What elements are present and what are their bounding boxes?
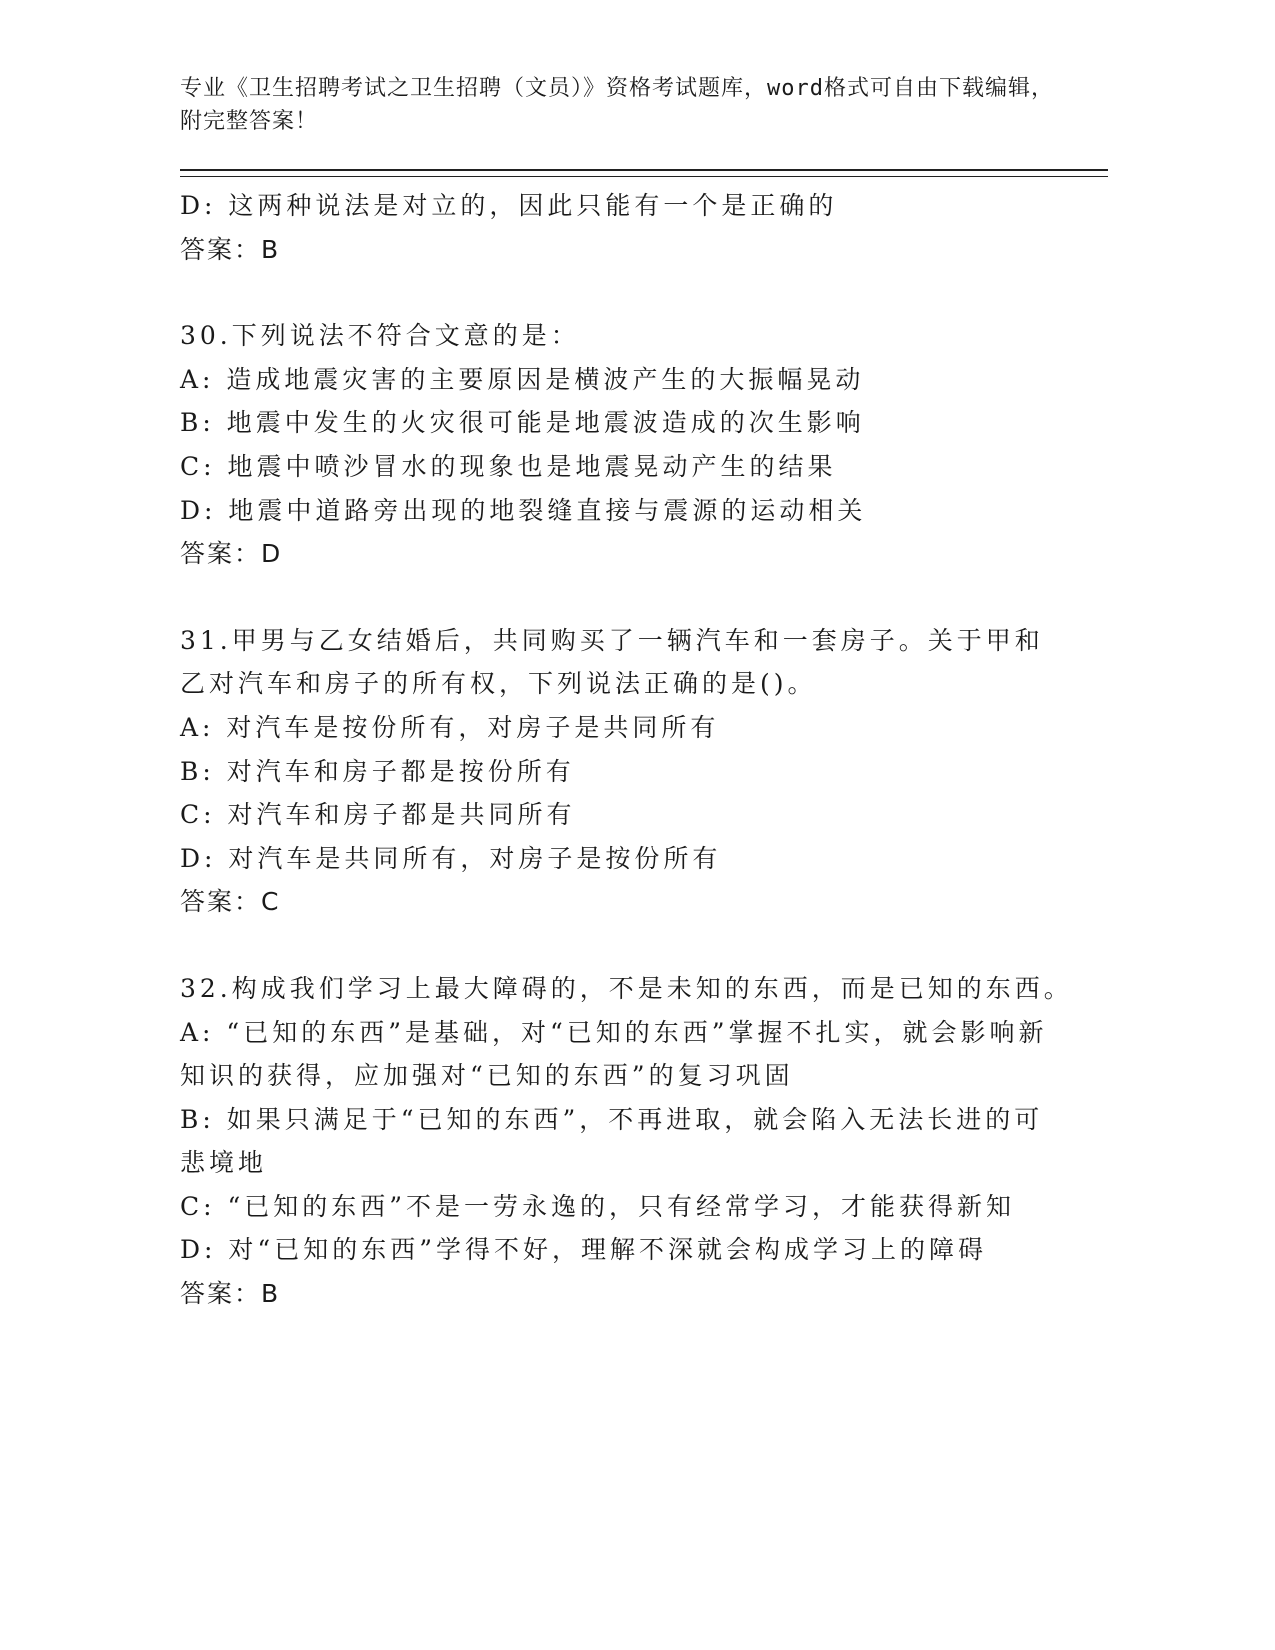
answer-line: 答案：D: [180, 539, 283, 569]
answer-line: 答案：B: [180, 234, 281, 264]
page-header: 专业《卫生招聘考试之卫生招聘（文员）》资格考试题库，word格式可自由下载编辑，附完整答案！: [180, 76, 1054, 134]
spacer: [180, 271, 1060, 314]
question-32: [180, 967, 1073, 1316]
option-a: A: “已知的东西”是基础，对“已知的东西”掌握不扎实，就会影响新知识的获得，应加强对“已知的东西”的复习巩固: [180, 1017, 1048, 1091]
option-b: B: 如果只满足于“已知的东西”，不再进取，就会陷入无法长进的可悲境地: [180, 1104, 1044, 1178]
option-c: C: “已知的东西”不是一劳永逸的，只有经常学习，才能获得新知: [180, 1191, 1016, 1221]
option-d: D: 地震中道路旁出现的地裂缝直接与震源的运动相关: [180, 495, 867, 525]
option-d: D: 对“已知的东西”学得不好，理解不深就会构成学习上的障碍: [180, 1235, 987, 1265]
option-b: B: 对汽车和房子都是按份所有: [180, 756, 575, 786]
spacer: [180, 924, 1060, 967]
option-a: A: 造成地震灾害的主要原因是横波产生的大振幅晃动: [180, 364, 865, 394]
header-divider-thin: [180, 176, 1108, 177]
option-b: B: 地震中发生的火灾很可能是地震波造成的次生影响: [180, 408, 865, 438]
answer-line: 答案：B: [180, 1279, 281, 1309]
header-divider-thick: [180, 169, 1108, 171]
question-stem: 30.下列说法不符合文意的是：: [180, 321, 580, 351]
question-30: [180, 314, 1060, 576]
option-c: C: 对汽车和房子都是共同所有: [180, 800, 576, 830]
question-content: [180, 184, 1073, 1316]
question-stem: 32.构成我们学习上最大障碍的，不是未知的东西，而是已知的东西。: [180, 973, 1073, 1003]
spacer: [180, 576, 1060, 619]
option-d: D: 对汽车是共同所有，对房子是按份所有: [180, 843, 722, 873]
option-d: D: 这两种说法是对立的，因此只能有一个是正确的: [180, 191, 838, 220]
option-c: C: 地震中喷沙冒水的现象也是地震晃动产生的结果: [180, 451, 837, 481]
answer-line: 答案：C: [180, 887, 281, 917]
option-a: A: 对汽车是按份所有，对房子是共同所有: [180, 712, 720, 742]
question-stem: 31.甲男与乙女结婚后，共同购买了一辆汽车和一套房子。关于甲和乙对汽车和房子的所有权，下列说法正确的是()。: [180, 625, 1044, 699]
question-31: [180, 619, 1060, 924]
